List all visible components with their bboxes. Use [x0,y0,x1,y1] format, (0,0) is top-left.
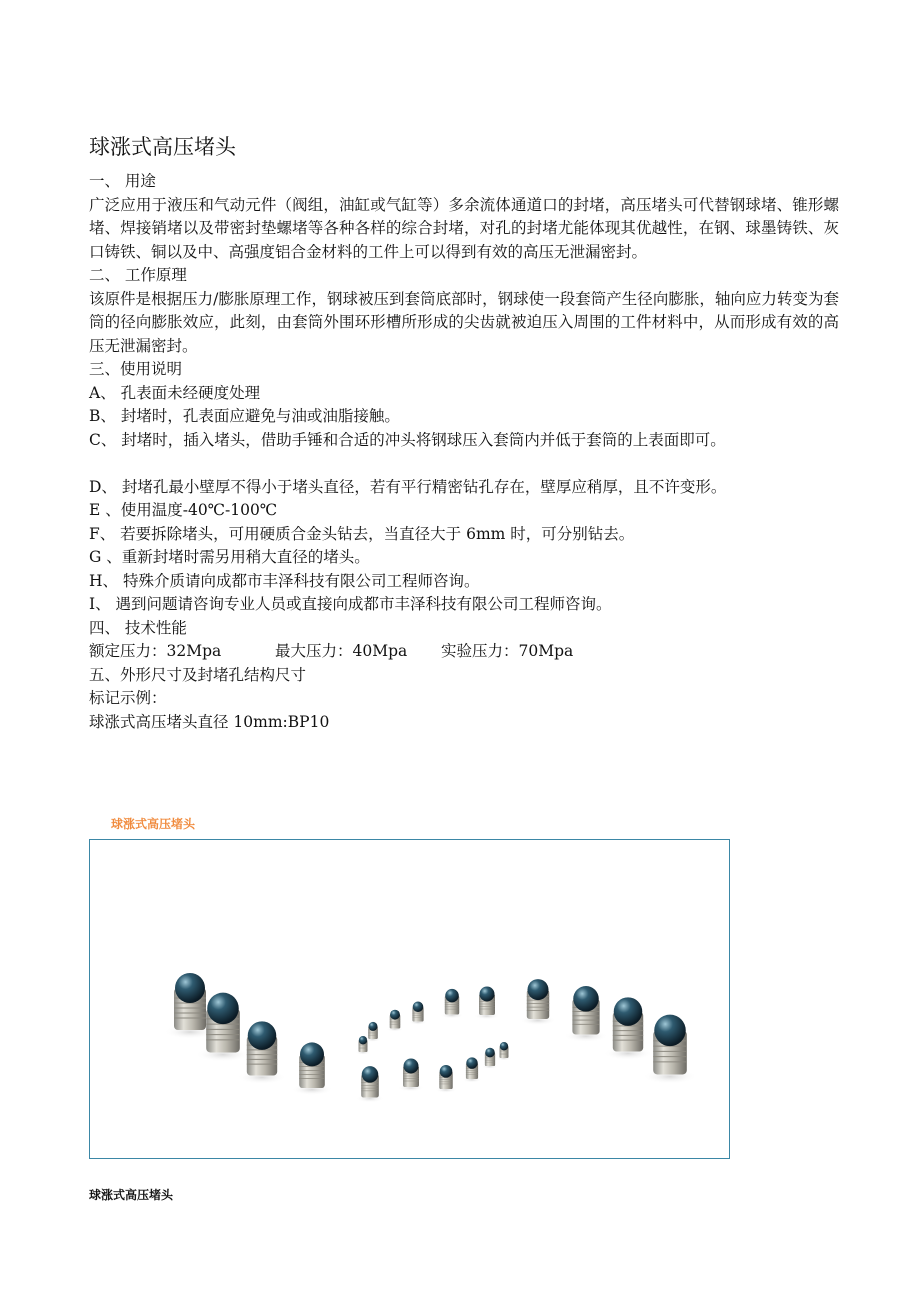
spec-row [89,640,839,664]
plug-image [497,1042,512,1060]
section-heading-performance: 四、 技术性能 [89,618,187,637]
product-photo [89,839,730,1159]
section-heading-instructions: 三、使用说明 [89,360,183,378]
plug-image [482,1048,499,1069]
instruction-item: D、 封堵孔最小壁厚不得小于堵头直径，若有平行精密钻孔存在，壁厚应稍厚，且不许变形。 [89,477,727,496]
plug-image [520,979,556,1025]
instruction-item: H、 特殊介质请向成都市丰泽科技有限公司工程师咨询。 [89,571,480,590]
instruction-item: F、 若要拆除堵头，可用硬质合金头钻去，当直径大于 6mm 时，可分别钻去。 [89,524,635,543]
figure-caption-top: 球涨式高压堵头 [111,817,196,831]
section-body-principle: 该原件是根据压力/膨胀原理工作，钢球被压到套筒底部时，钢球使一段套筒产生径向膨胀，轴向应力转变为套筒的径向膨胀效应，此刻，由套筒外围环形槽所形成的尖齿就被迫压入周围的工件材料中，从而形成有效的高压无泄漏密封。 [89,289,839,355]
plug-image [564,986,608,1042]
figure-caption-bottom: 球涨式高压堵头 [89,1188,174,1202]
plug-image [386,1010,403,1032]
marking-label: 标记示例： [89,689,167,707]
instruction-item: A、 孔表面未经硬度处理 [89,383,261,402]
instruction-item: C、 封堵时，插入堵头，借助手锤和合适的冲头将钢球压入套筒内并低于套筒的上表面即可。 [89,430,726,449]
plug-image [398,1059,424,1092]
plug-image [440,989,463,1019]
plug-image [462,1057,482,1082]
plug-image [409,1002,427,1025]
spec-max-pressure: 最大压力：40Mpa [275,642,408,660]
plug-image [356,1066,385,1102]
document-title: 球涨式高压堵头 [89,135,236,159]
document-body [89,132,839,734]
section-heading-principle: 二、 工作原理 [89,266,187,284]
plug-image [643,1015,698,1084]
section-heading-dimensions: 五、外形尺寸及封堵孔结构尺寸 [89,665,307,684]
spec-test-pressure: 实验压力：70Mpa [441,642,574,660]
spec-rated-pressure: 额定压力：32Mpa [89,642,222,660]
plug-image [603,997,652,1060]
instruction-item: B、 封堵时，孔表面应避免与油或油脂接触。 [89,407,400,425]
plug-image [365,1022,381,1042]
plug-image [291,1042,333,1095]
section-heading-usage: 一、 用途 [89,172,156,190]
instruction-item: E 、使用温度-40℃-100℃ [89,501,278,519]
plug-image [435,1065,457,1093]
section-body-usage: 广泛应用于液压和气动元件（阀组，油缸或气缸等）多余流体通道口的封堵，高压堵头可代替钢球堵、锥形螺堵、焊接销堵以及带密封垫螺堵等各种各样的综合封堵，对孔的封堵尤能体现其优越性，在钢、球墨铸铁、灰口铸铁、铜以及中、高强度铝合金材料的工件上可以得到有效的高压无泄漏密封。 [89,195,839,261]
blank-line [89,452,839,476]
instruction-item: I、 遇到问题请咨询专业人员或直接向成都市丰泽科技有限公司工程师咨询。 [89,595,612,613]
plug-image [474,987,500,1020]
plugs-illustration [90,840,729,1158]
instruction-item: G 、重新封堵时需另用稍大直径的堵头。 [89,548,370,566]
marking-example: 球涨式高压堵头直径 10mm:BP10 [89,712,330,731]
